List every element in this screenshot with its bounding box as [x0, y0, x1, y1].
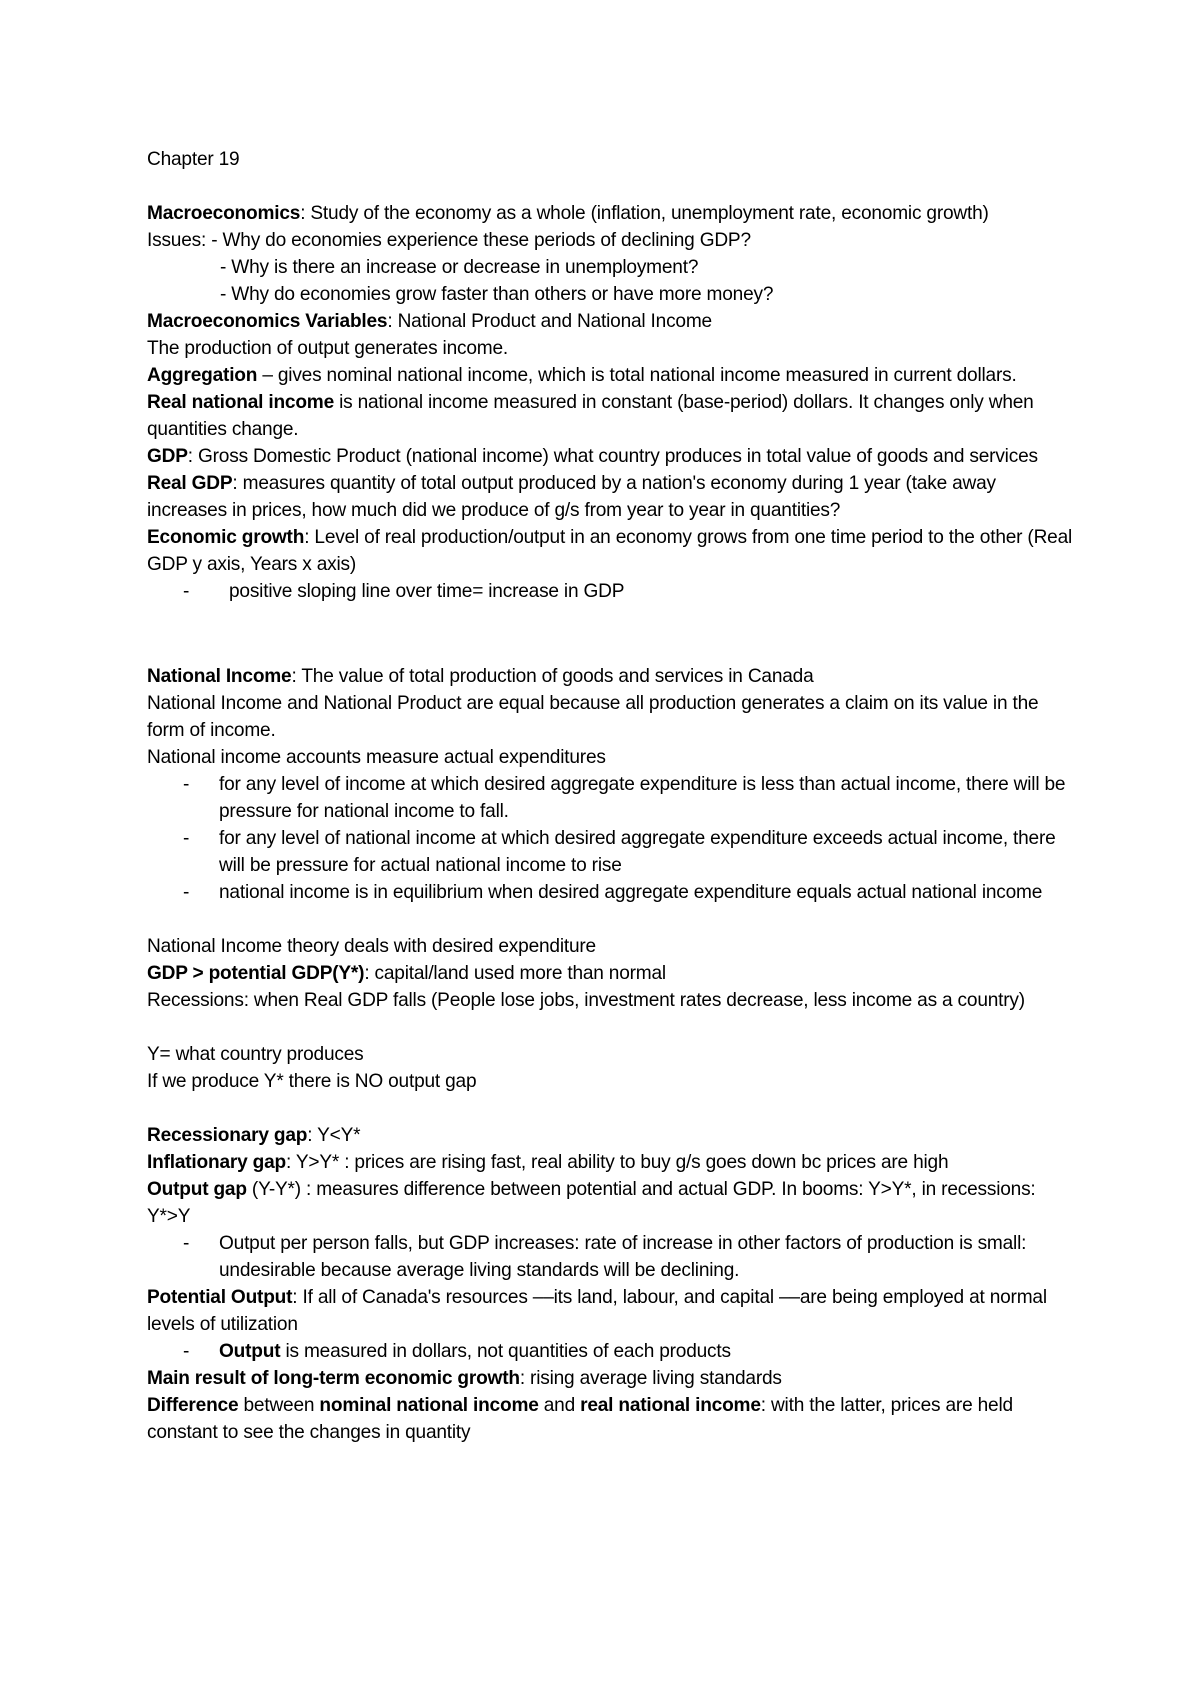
list-item — [183, 771, 1077, 825]
y-star-line: If we produce Y* there is NO output gap — [147, 1071, 477, 1092]
issues-line-3: - Why do economies grow faster than others or have more money? — [220, 284, 774, 305]
term: Output — [219, 1341, 281, 1362]
list-item — [183, 578, 1077, 605]
definition: : Study of the economy as a whole (inflation, unemployment rate, economic growth) — [300, 203, 989, 224]
difference-definition — [147, 1392, 1077, 1446]
macro-variables-definition — [147, 308, 1077, 335]
term: Aggregation — [147, 365, 258, 386]
output-gap-bullet-list — [147, 1230, 1077, 1284]
dash-bullet: - — [183, 581, 190, 602]
list-item — [183, 825, 1077, 879]
issues-line-1: Issues: - Why do economies experience these periods of declining GDP? — [147, 230, 751, 251]
production-line: The production of output generates income. — [147, 338, 508, 359]
term: nominal national income — [319, 1395, 539, 1416]
definition: : If all of Canada's resources ––its land, labour, and capital ––are being employed at normal levels of utilization — [147, 1287, 1047, 1335]
inflationary-gap-definition — [147, 1149, 1077, 1176]
main-result-definition — [147, 1365, 1077, 1392]
list-item — [183, 1230, 1077, 1284]
ni-theory-line: National Income theory deals with desired expenditure — [147, 936, 596, 957]
spacer — [147, 173, 1077, 200]
ni-equal-line: National Income and National Product are equal because all production generates a claim on its value in the form of income. — [147, 693, 1039, 741]
definition: : Level of real production/output in an economy grows from one time period to the other (Real GDP y axis, Years x axis) — [147, 527, 1073, 575]
list-item-text: positive sloping line over time= increase in GDP — [229, 581, 625, 602]
list-item-text: for any level of national income at which desired aggregate expenditure exceeds actual income, there will be pressure for actual national income to rise — [219, 828, 1056, 876]
definition: : with the latter, prices are held constant to see the changes in quantity — [147, 1395, 1013, 1443]
dash-bullet: - — [183, 774, 190, 795]
definition: : Y>Y* : prices are rising fast, real ability to buy g/s goes down bc prices are high — [285, 1152, 949, 1173]
document-page — [147, 146, 1077, 1446]
connector-text: between — [238, 1395, 320, 1416]
aggregation-definition — [147, 362, 1077, 389]
term: Main result of long-term economic growth — [147, 1368, 520, 1389]
list-item-text: for any level of income at which desired aggregate expenditure is less than actual income, there will be pressure for national income to fall. — [219, 774, 1066, 822]
term: Macroeconomics — [147, 203, 301, 224]
recessions-line: Recessions: when Real GDP falls (People lose jobs, investment rates decrease, less income as a country) — [147, 990, 1025, 1011]
dash-bullet: - — [183, 882, 190, 903]
definition: : capital/land used more than normal — [364, 963, 666, 984]
term: Output gap — [147, 1179, 247, 1200]
definition: : measures quantity of total output produced by a nation's economy during 1 year (take away increases in prices, how much did we produce of g/s from year to year in quantities? — [147, 473, 996, 521]
chapter-heading: Chapter 19 — [147, 149, 240, 170]
definition: : Gross Domestic Product (national income) what country produces in total value of goods and services — [187, 446, 1038, 467]
real-national-income-definition — [147, 389, 1077, 443]
recessionary-gap-definition — [147, 1122, 1077, 1149]
definition: : The value of total production of goods and services in Canada — [291, 666, 814, 687]
list-item-text: national income is in equilibrium when desired aggregate expenditure equals actual national income — [219, 882, 1043, 903]
gdp-definition — [147, 443, 1077, 470]
term: Potential Output — [147, 1287, 293, 1308]
list-item-text: Output per person falls, but GDP increases: rate of increase in other factors of production is small: undesirable because average living standards will be declining. — [219, 1233, 1027, 1281]
spacer — [147, 906, 1077, 933]
term: real national income — [580, 1395, 761, 1416]
list-item — [183, 879, 1077, 906]
term: Inflationary gap — [147, 1152, 286, 1173]
macroeconomics-definition — [147, 200, 1077, 227]
dash-bullet: - — [183, 828, 190, 849]
term: Real national income — [147, 392, 334, 413]
dash-bullet: - — [183, 1233, 190, 1254]
output-gap-definition — [147, 1176, 1077, 1230]
spacer — [147, 605, 1077, 663]
list-item — [183, 1338, 1077, 1365]
definition: is national income measured in constant (base-period) dollars. It changes only when quantities change. — [147, 392, 1034, 440]
term: National Income — [147, 666, 292, 687]
definition: (Y-Y*) : measures difference between potential and actual GDP. In booms: Y>Y*, in recessions: Y*>Y — [147, 1179, 1036, 1227]
y-definition-line: Y= what country produces — [147, 1044, 364, 1065]
economic-growth-definition — [147, 524, 1077, 578]
spacer — [147, 1014, 1077, 1041]
definition: : rising average living standards — [519, 1368, 782, 1389]
term: Real GDP — [147, 473, 233, 494]
issues-line-2: - Why is there an increase or decrease in unemployment? — [220, 257, 699, 278]
output-bullet-list — [147, 1338, 1077, 1365]
gdp-potential-definition — [147, 960, 1077, 987]
definition: : National Product and National Income — [387, 311, 712, 332]
term: GDP > potential GDP(Y*) — [147, 963, 365, 984]
growth-bullet-list — [147, 578, 1077, 605]
definition: – gives nominal national income, which is total national income measured in current dollars. — [257, 365, 1017, 386]
dash-bullet: - — [183, 1341, 190, 1362]
connector-text: and — [538, 1395, 581, 1416]
potential-output-definition — [147, 1284, 1077, 1338]
term: GDP — [147, 446, 188, 467]
term: Difference — [147, 1395, 239, 1416]
ni-accounts-line: National income accounts measure actual expenditures — [147, 747, 606, 768]
term: Macroeconomics Variables — [147, 311, 388, 332]
real-gdp-definition — [147, 470, 1077, 524]
national-income-definition — [147, 663, 1077, 690]
term: Economic growth — [147, 527, 305, 548]
spacer — [147, 1095, 1077, 1122]
term: Recessionary gap — [147, 1125, 308, 1146]
ni-bullet-list — [147, 771, 1077, 906]
list-item-text: is measured in dollars, not quantities of each products — [280, 1341, 731, 1362]
definition: : Y<Y* — [307, 1125, 361, 1146]
